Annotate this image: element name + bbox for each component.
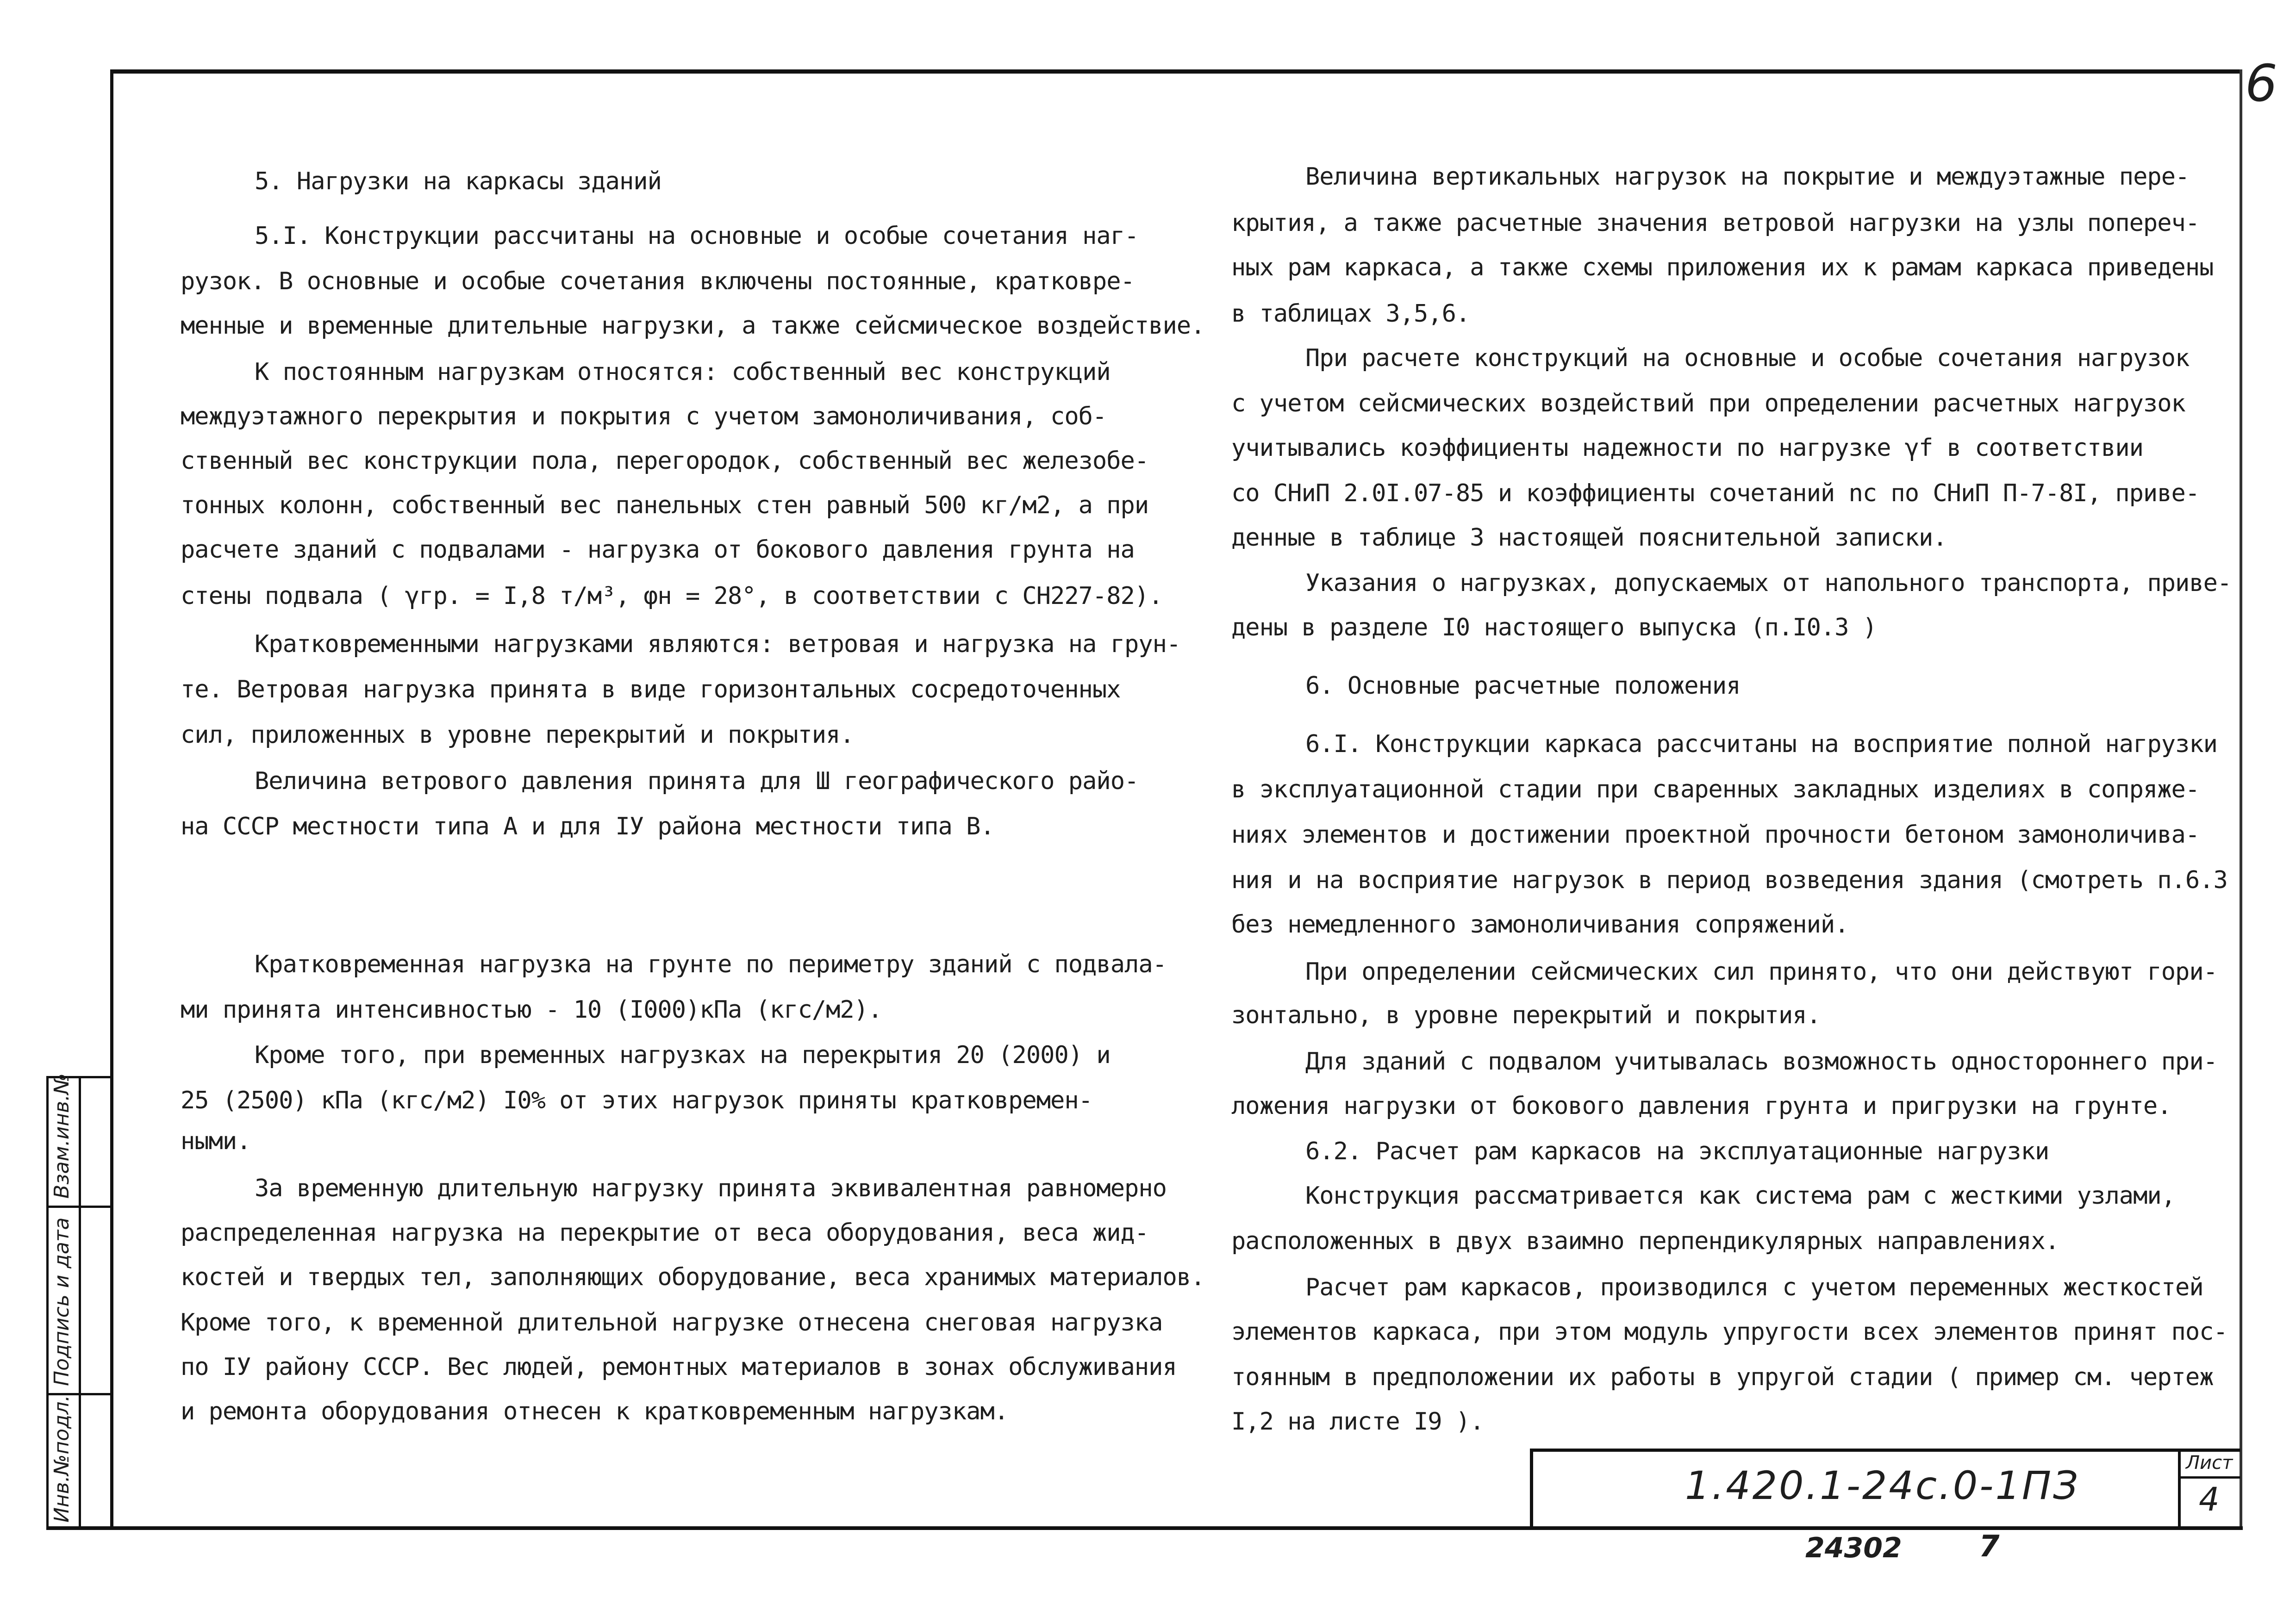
text-line: тоянным в предположении их работы в упругой стадии ( пример см. чертеж	[1231, 1363, 2214, 1391]
text-line: на СССР местности типа А и для IУ района местности типа В.	[181, 813, 994, 840]
text-line: 25 (2500) кПа (кгс/м2) I0% от этих нагрузок приняты кратковремен-	[181, 1087, 1092, 1114]
text-line: сил, приложенных в уровне перекрытий и покрытия.	[181, 721, 854, 749]
sheet-number: 4	[2199, 1480, 2220, 1518]
text-line: рузок. В основные и особые сочетания включены постоянные, кратковре-	[181, 267, 1135, 295]
stamp-sign-label: Подпись и дата	[50, 1217, 74, 1386]
text-line: те. Ветровая нагрузка принята в виде горизонтальных сосредоточенных	[181, 676, 1121, 703]
text-line: в эксплуатационной стадии при сваренных закладных изделиях в сопряже-	[1231, 776, 2200, 803]
text-line: 5.I. Конструкции рассчитаны на основные и особые сочетания наг-	[255, 222, 1139, 250]
text-line: в таблицах 3,5,6.	[1231, 300, 1470, 328]
text-line: Для зданий с подвалом учитывалась возможность одностороннего при-	[1305, 1048, 2217, 1076]
text-line: по IУ району СССР. Вес людей, ремонтных материалов в зонах обслуживания	[181, 1353, 1177, 1381]
section-6-2-heading: 6.2. Расчет рам каркасов на эксплуатационные нагрузки	[1305, 1138, 2049, 1165]
text-line: Кроме того, к временной длительной нагрузке отнесена снеговая нагрузка	[181, 1309, 1163, 1337]
text-line: За временную длительную нагрузку принята эквивалентная равномерно	[255, 1175, 1167, 1202]
text-line: 6.I. Конструкции каркаса рассчитаны на восприятие полной нагрузки	[1305, 730, 2217, 758]
text-line: Кроме того, при временных нагрузках на перекрытия 20 (2000) и	[255, 1041, 1111, 1069]
text-line: дены в разделе I0 настоящего выпуска (п.I0.3 )	[1231, 614, 1877, 641]
text-line: ложения нагрузки от бокового давления грунта и пригрузки на грунте.	[1231, 1092, 2171, 1120]
text-line: Величина ветрового давления принята для Ш географического райо-	[255, 767, 1139, 795]
stamp-inv-label: Инв.№подл.	[50, 1395, 74, 1523]
text-line: стены подвала ( γгр. = I,8 т/м³, φн = 28°, в соответствии с СН227-82).	[181, 582, 1163, 610]
section-6-heading: 6. Основные расчетные положения	[1305, 672, 1741, 700]
text-line: расположенных в двух взаимно перпендикулярных направлениях.	[1231, 1227, 2059, 1255]
text-line: Кратковременными нагрузками являются: ветровая и нагрузка на грун-	[255, 630, 1181, 658]
title-block-divider	[2178, 1449, 2181, 1527]
text-line: без немедленного замоноличивания сопряжений.	[1231, 911, 1849, 939]
footer-page-number: 7	[1979, 1530, 2000, 1564]
text-line: элементов каркаса, при этом модуль упругости всех элементов принят пос-	[1231, 1318, 2227, 1346]
text-line: со СНиП 2.0I.07-85 и коэффициенты сочетаний nc по СНиП П-7-8I, приве-	[1231, 479, 2200, 507]
text-line: ственный вес конструкции пола, перегородок, собственный вес железобе-	[181, 447, 1149, 475]
text-line: зонтально, в уровне перекрытий и покрытия.	[1231, 1001, 1821, 1029]
text-line: и ремонта оборудования отнесен к кратковременным нагрузкам.	[181, 1398, 1009, 1425]
text-line: Величина вертикальных нагрузок на покрытие и междуэтажные пере-	[1305, 163, 2190, 191]
top-border	[110, 69, 2240, 74]
text-line: Кратковременная нагрузка на грунте по периметру зданий с подвала-	[255, 951, 1167, 978]
text-line: распределенная нагрузка на перекрытие от веса оборудования, веса жид-	[181, 1219, 1149, 1247]
right-border	[2240, 69, 2242, 1527]
title-block-left-line	[1530, 1449, 1533, 1527]
page-corner-number: 6	[2245, 54, 2277, 113]
text-line: тонных колонн, собственный вес панельных стен равный 500 кг/м2, а при	[181, 491, 1149, 519]
archive-number: 24302	[1805, 1532, 1902, 1564]
text-line: ными.	[181, 1127, 251, 1155]
text-line: К постоянным нагрузкам относятся: собственный вес конструкций	[255, 358, 1111, 386]
text-line: При расчете конструкций на основные и особые сочетания нагрузок	[1305, 344, 2190, 372]
text-line: крытия, а также расчетные значения ветровой нагрузки на узлы попереч-	[1231, 209, 2200, 237]
text-line: ми принята интенсивностью - 10 (I000)кПа (кгс/м2).	[181, 996, 882, 1024]
text-line: ных рам каркаса, а также схемы приложения их к рамам каркаса приведены	[1231, 254, 2214, 281]
stamp-replace-label: Взам.инв.№	[50, 1073, 74, 1199]
text-line: ния и на восприятие нагрузок в период возведения здания (смотреть п.6.3	[1231, 866, 2227, 894]
text-line: При определении сейсмических сил принято, что они действуют гори-	[1305, 958, 2217, 986]
text-line: расчете зданий с подвалами - нагрузка от бокового давления грунта на	[181, 536, 1135, 564]
text-line: менные и временные длительные нагрузки, а также сейсмическое воздействие.	[181, 312, 1205, 340]
text-line: Указания о нагрузках, допускаемых от напольного транспорта, приве-	[1305, 569, 2232, 597]
text-line: с учетом сейсмических воздействий при определении расчетных нагрузок	[1231, 390, 2185, 417]
sheet-label-divider	[2178, 1476, 2240, 1479]
text-line: денные в таблице 3 настоящей пояснительной записки.	[1231, 524, 1947, 552]
bottom-border	[46, 1526, 2243, 1530]
title-block-top-line	[1530, 1449, 2240, 1452]
sheet-label: Лист	[2186, 1452, 2233, 1474]
document-code: 1.420.1-24с.0-1ПЗ	[1685, 1463, 2080, 1508]
section-5-heading: 5. Нагрузки на каркасы зданий	[255, 168, 661, 195]
text-line: костей и твердых тел, заполняющих оборудование, веса хранимых материалов.	[181, 1263, 1205, 1291]
text-line: междуэтажного перекрытия и покрытия с учетом замоноличивания, соб-	[181, 403, 1107, 430]
text-line: I,2 на листе I9 ).	[1231, 1408, 1484, 1436]
text-line: Расчет рам каркасов, производился с учетом переменных жесткостей	[1305, 1274, 2203, 1301]
text-line: учитывались коэффициенты надежности по нагрузке γf в соответствии	[1231, 434, 2143, 462]
text-line: ниях элементов и достижении проектной прочности бетоном замоноличива-	[1231, 821, 2200, 849]
text-line: Конструкция рассматривается как система рам с жесткими узлами,	[1305, 1182, 2176, 1210]
